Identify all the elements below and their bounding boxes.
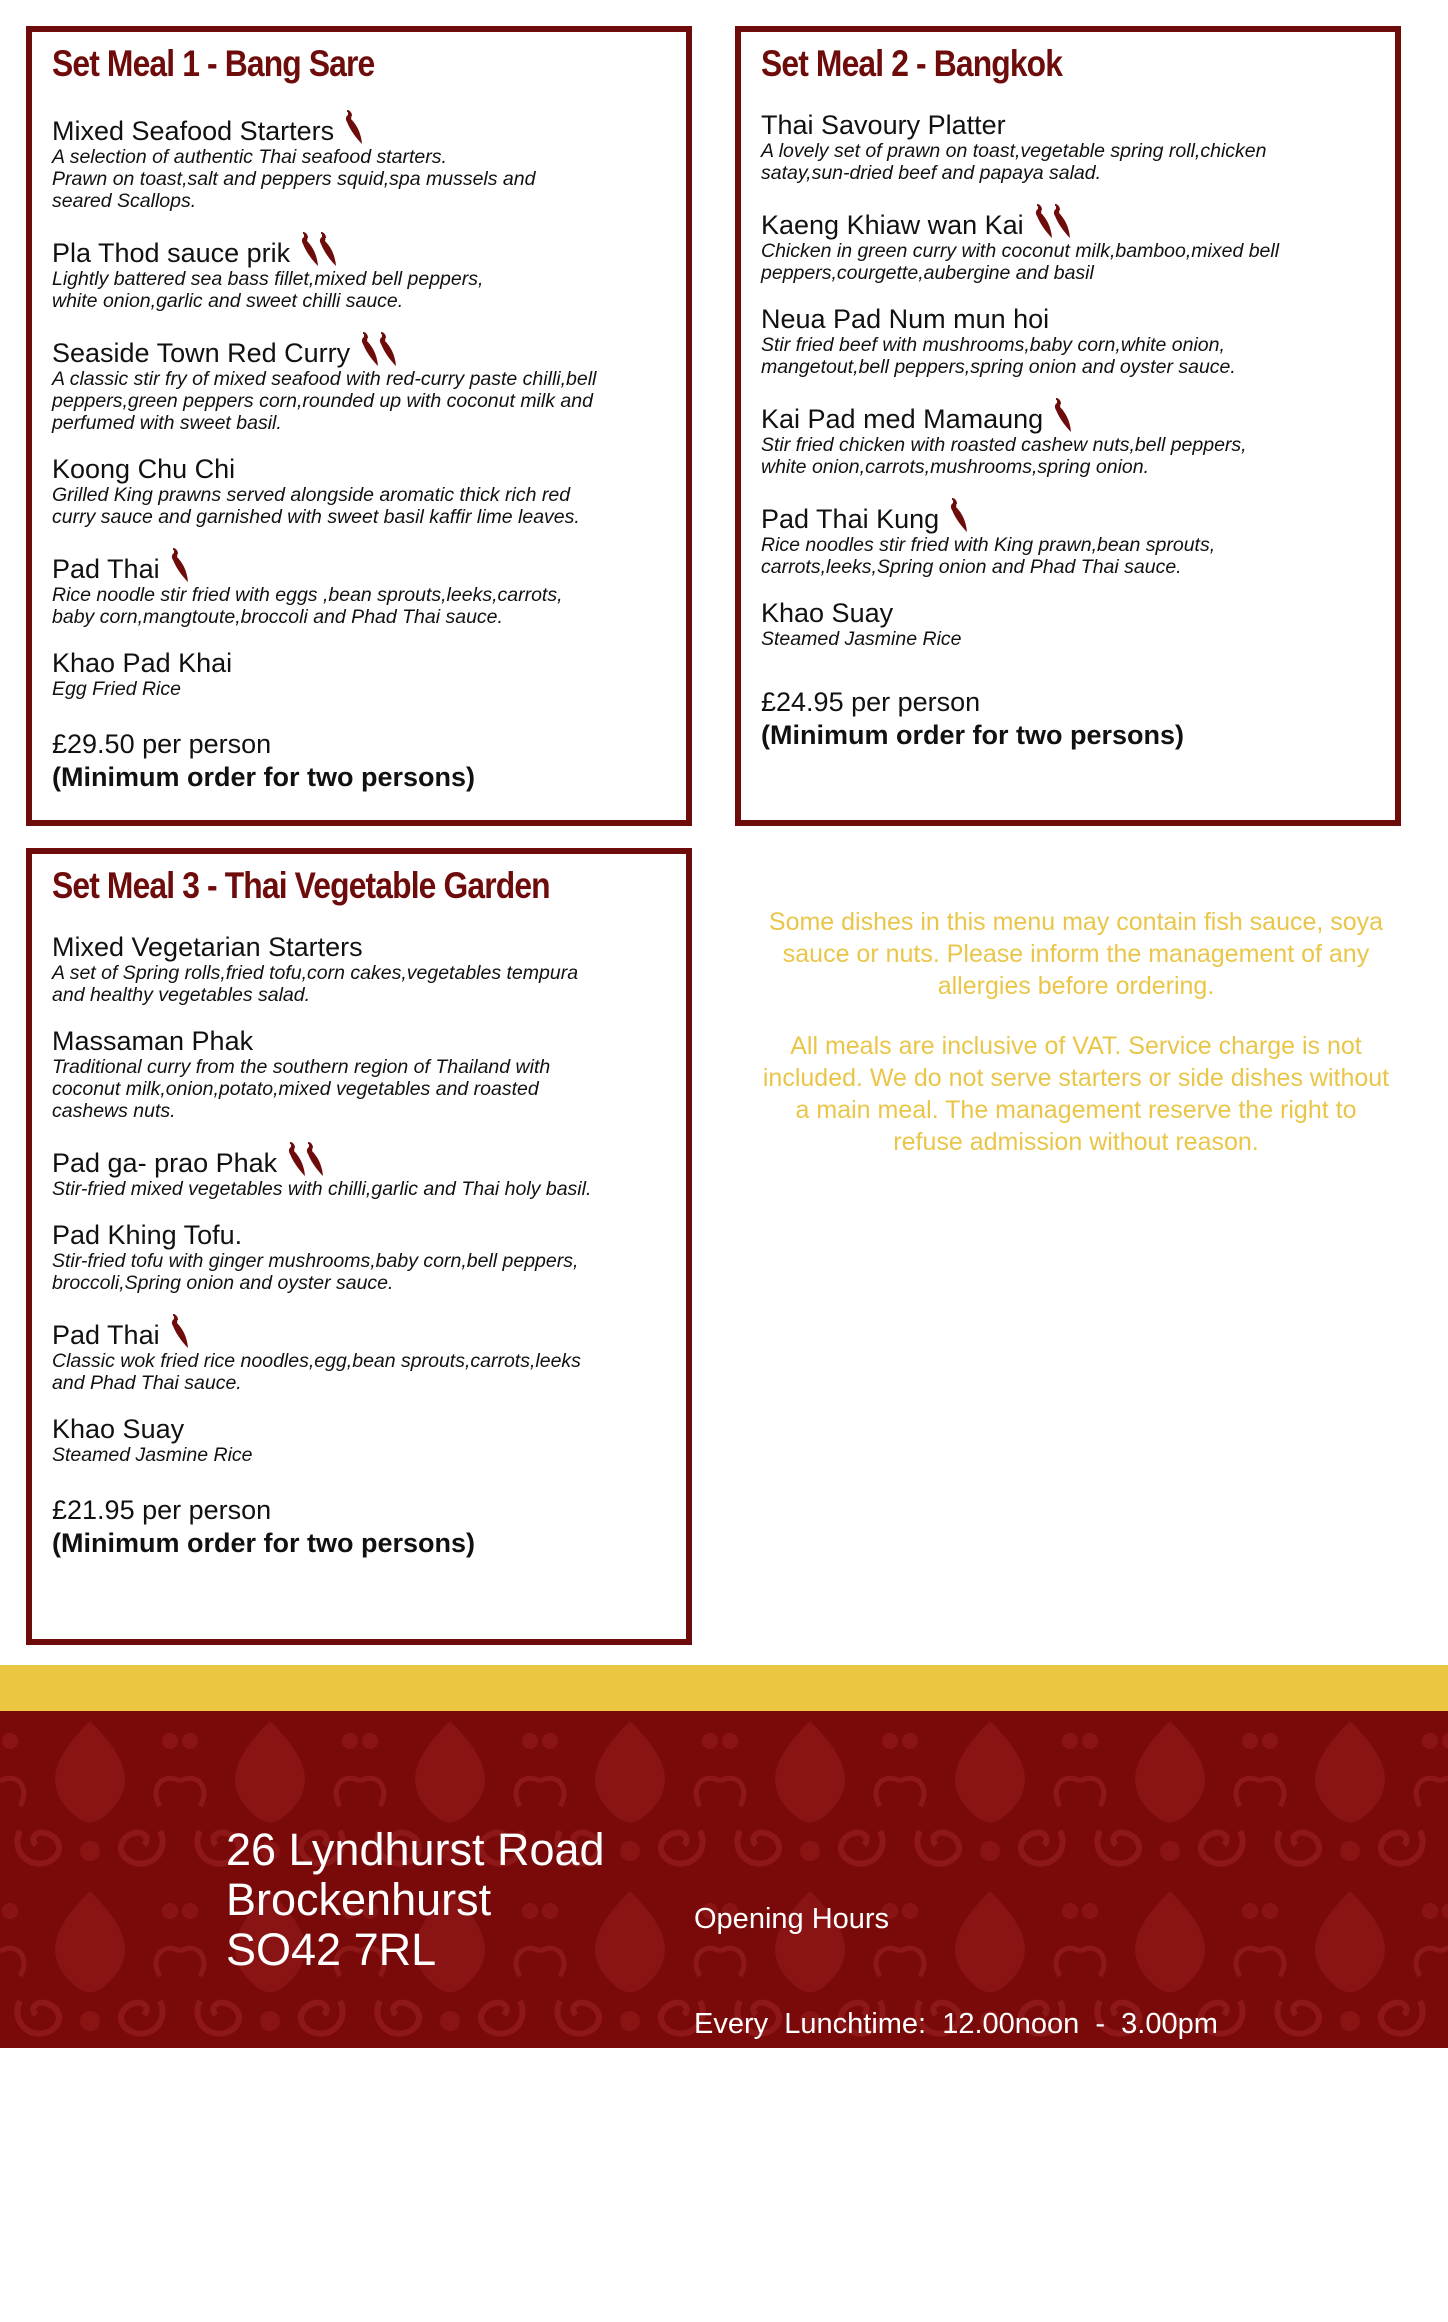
set-meal-2-title: Set Meal 2 - Bangkok — [761, 43, 1063, 84]
set-meal-2-price: £24.95 per person — [761, 687, 981, 717]
dish-name — [52, 110, 666, 146]
chili-icon — [376, 332, 398, 368]
menu-dish — [52, 1314, 666, 1394]
set-meal-3-title: Set Meal 3 - Thai Vegetable Garden — [52, 865, 550, 906]
dish-name-text: Pad Thai — [52, 1320, 160, 1350]
dish-description: Steamed Jasmine Rice — [761, 628, 962, 650]
dish-name-text: Thai Savoury Platter — [761, 110, 1006, 140]
menu-dish — [52, 648, 666, 700]
dish-description: Rice noodle stir fried with eggs ,bean sprouts,leeks,carrots, baby corn,mangtoute,broccoli and Phad Thai sauce. — [52, 584, 563, 628]
dish-name-text: Khao Suay — [761, 598, 894, 628]
dish-name — [52, 1026, 666, 1056]
dish-name-text: Mixed Seafood Starters — [52, 116, 335, 146]
dish-name — [52, 548, 666, 584]
menu-dish — [761, 498, 1375, 578]
opening-hours-heading: Opening Hours — [694, 1903, 890, 1935]
dish-description: Lightly battered sea bass fillet,mixed bell peppers, white onion,garlic and sweet chilli sauce. — [52, 268, 484, 312]
menu-dish — [52, 110, 666, 212]
dish-name — [52, 932, 666, 962]
dish-description: Traditional curry from the southern region of Thailand with coconut milk,onion,potato,mixed vegetables and roasted cashews nuts. — [52, 1056, 551, 1122]
footer — [0, 1711, 1448, 2250]
dish-name — [761, 398, 1375, 434]
dish-name-text: Pad Thai — [52, 554, 160, 584]
menu-dish — [52, 548, 666, 628]
chili-icon — [947, 498, 969, 534]
set-meal-1-dishes — [52, 110, 666, 700]
chili-icon — [1051, 398, 1073, 434]
chili-icon — [1050, 204, 1072, 240]
menu-dish — [52, 1220, 666, 1294]
dish-description: A classic stir fry of mixed seafood with red-curry paste chilli,bell peppers,green peppers corn,rounded up with coconut milk and perfumed with sweet basil. — [52, 368, 597, 434]
dish-name — [761, 204, 1375, 240]
set-meal-1-title: Set Meal 1 - Bang Sare — [52, 43, 375, 84]
dish-name — [52, 1314, 666, 1350]
opening-hours — [694, 1832, 1218, 2322]
dish-description: Stir fried beef with mushrooms,baby corn,white onion, mangetout,bell peppers,spring onion and oyster sauce. — [761, 334, 1236, 378]
dish-description: Stir-fried mixed vegetables with chilli,garlic and Thai holy basil. — [52, 1178, 592, 1200]
dish-name-text: Pad Khing Tofu. — [52, 1220, 243, 1250]
menu-dish — [52, 1142, 666, 1200]
chili-icon — [316, 232, 338, 268]
chili-icon — [168, 1314, 190, 1350]
dish-description: Egg Fried Rice — [52, 678, 181, 700]
menu-dish — [761, 398, 1375, 478]
dish-description: Grilled King prawns served alongside aromatic thick rich red curry sauce and garnished with sweet basil kaffir lime leaves. — [52, 484, 580, 528]
dish-name-text: Pad ga- prao Phak — [52, 1148, 278, 1178]
hours-fri-sat: Friday and Saturday: 5.30pm - 10.30pm — [694, 2218, 1207, 2250]
set-meal-1-price: £29.50 per person — [52, 729, 272, 759]
menu-notes — [760, 906, 1392, 1186]
menu-dish — [52, 332, 666, 434]
restaurant-address — [226, 1825, 605, 1975]
dish-name — [52, 1220, 666, 1250]
set-meal-2-card — [735, 26, 1401, 826]
dish-name-text: Khao Pad Khai — [52, 648, 233, 678]
chili-icon — [168, 548, 190, 584]
menu-dish — [761, 304, 1375, 378]
dish-name-text: Massaman Phak — [52, 1026, 254, 1056]
menu-dish — [761, 110, 1375, 184]
set-meal-2-minimum: (Minimum order for two persons) — [761, 720, 1185, 750]
menu-dish — [52, 932, 666, 1006]
dish-name-text: Seaside Town Red Curry — [52, 338, 351, 368]
dish-description: A lovely set of prawn on toast,vegetable spring roll,chicken satay,sun-dried beef and papaya salad. — [761, 140, 1267, 184]
address-line-1: 26 Lyndhurst Road — [226, 1824, 605, 1875]
dish-name-text: Koong Chu Chi — [52, 454, 236, 484]
dish-name — [52, 1414, 666, 1444]
vat-note: All meals are inclusive of VAT. Service charge is not included. We do not serve starters or side dishes without a main meal. The management reserve the right to refuse admission without reason. — [762, 1032, 1390, 1156]
set-meal-3-minimum: (Minimum order for two persons) — [52, 1528, 476, 1558]
dish-description: Chicken in green curry with coconut milk,bamboo,mixed bell peppers,courgette,aubergine and basil — [761, 240, 1280, 284]
allergy-note: Some dishes in this menu may contain fish sauce, soya sauce or nuts. Please inform the management of any allergies before ordering. — [768, 908, 1384, 1000]
dish-name-text: Pad Thai Kung — [761, 504, 940, 534]
dish-description: Rice noodles stir fried with King prawn,bean sprouts, carrots,leeks,Spring onion and Phad Thai sauce. — [761, 534, 1216, 578]
menu-dish — [52, 1026, 666, 1122]
dish-name-text: Mixed Vegetarian Starters — [52, 932, 363, 962]
dish-description: Stir fried chicken with roasted cashew nuts,bell peppers, white onion,carrots,mushrooms,spring onion. — [761, 434, 1247, 478]
dish-name-text: Neua Pad Num mun hoi — [761, 304, 1050, 334]
menu-dish — [761, 598, 1375, 650]
chili-icon — [303, 1142, 325, 1178]
chili-icon — [342, 110, 364, 146]
dish-name — [52, 648, 666, 678]
dish-name — [761, 598, 1375, 628]
dish-description: A selection of authentic Thai seafood starters. Prawn on toast,salt and peppers squid,spa mussels and seared Scallops. — [52, 146, 536, 212]
menu-dish — [52, 232, 666, 312]
dish-name — [761, 304, 1375, 334]
dish-name-text: Khao Suay — [52, 1414, 185, 1444]
dish-name — [52, 454, 666, 484]
dish-description: Steamed Jasmine Rice — [52, 1444, 253, 1466]
menu-dish — [761, 204, 1375, 284]
footer-divider-band — [0, 1665, 1448, 1711]
dish-name — [52, 232, 666, 268]
set-meal-1-card — [26, 26, 692, 826]
hours-sun-thu: Sunday to Thursday: 5.30pm - 10.00pm — [694, 2113, 1205, 2145]
dish-description: Classic wok fried rice noodles,egg,bean sprouts,carrots,leeks and Phad Thai sauce. — [52, 1350, 581, 1394]
dish-description: Stir-fried tofu with ginger mushrooms,baby corn,bell peppers, broccoli,Spring onion and oyster sauce. — [52, 1250, 579, 1294]
dish-name — [52, 1142, 666, 1178]
set-meal-2-dishes — [761, 110, 1375, 650]
dish-name-text: Pla Thod sauce prik — [52, 238, 291, 268]
set-meal-3-card — [26, 848, 692, 1645]
dish-name — [761, 498, 1375, 534]
dish-name — [761, 110, 1375, 140]
menu-dish — [52, 1414, 666, 1466]
address-line-2: Brockenhurst — [226, 1874, 492, 1925]
set-meal-3-dishes — [52, 932, 666, 1466]
menu-dish — [52, 454, 666, 528]
dish-description: A set of Spring rolls,fried tofu,corn cakes,vegetables tempura and healthy vegetables salad. — [52, 962, 579, 1006]
dish-name-text: Kai Pad med Mamaung — [761, 404, 1044, 434]
address-postcode: SO42 7RL — [226, 1924, 437, 1975]
dish-name-text: Kaeng Khiaw wan Kai — [761, 210, 1024, 240]
dish-name — [52, 332, 666, 368]
set-meal-1-minimum: (Minimum order for two persons) — [52, 762, 476, 792]
set-meal-3-price: £21.95 per person — [52, 1495, 272, 1525]
hours-lunch: Every Lunchtime: 12.00noon - 3.00pm — [694, 2008, 1218, 2040]
